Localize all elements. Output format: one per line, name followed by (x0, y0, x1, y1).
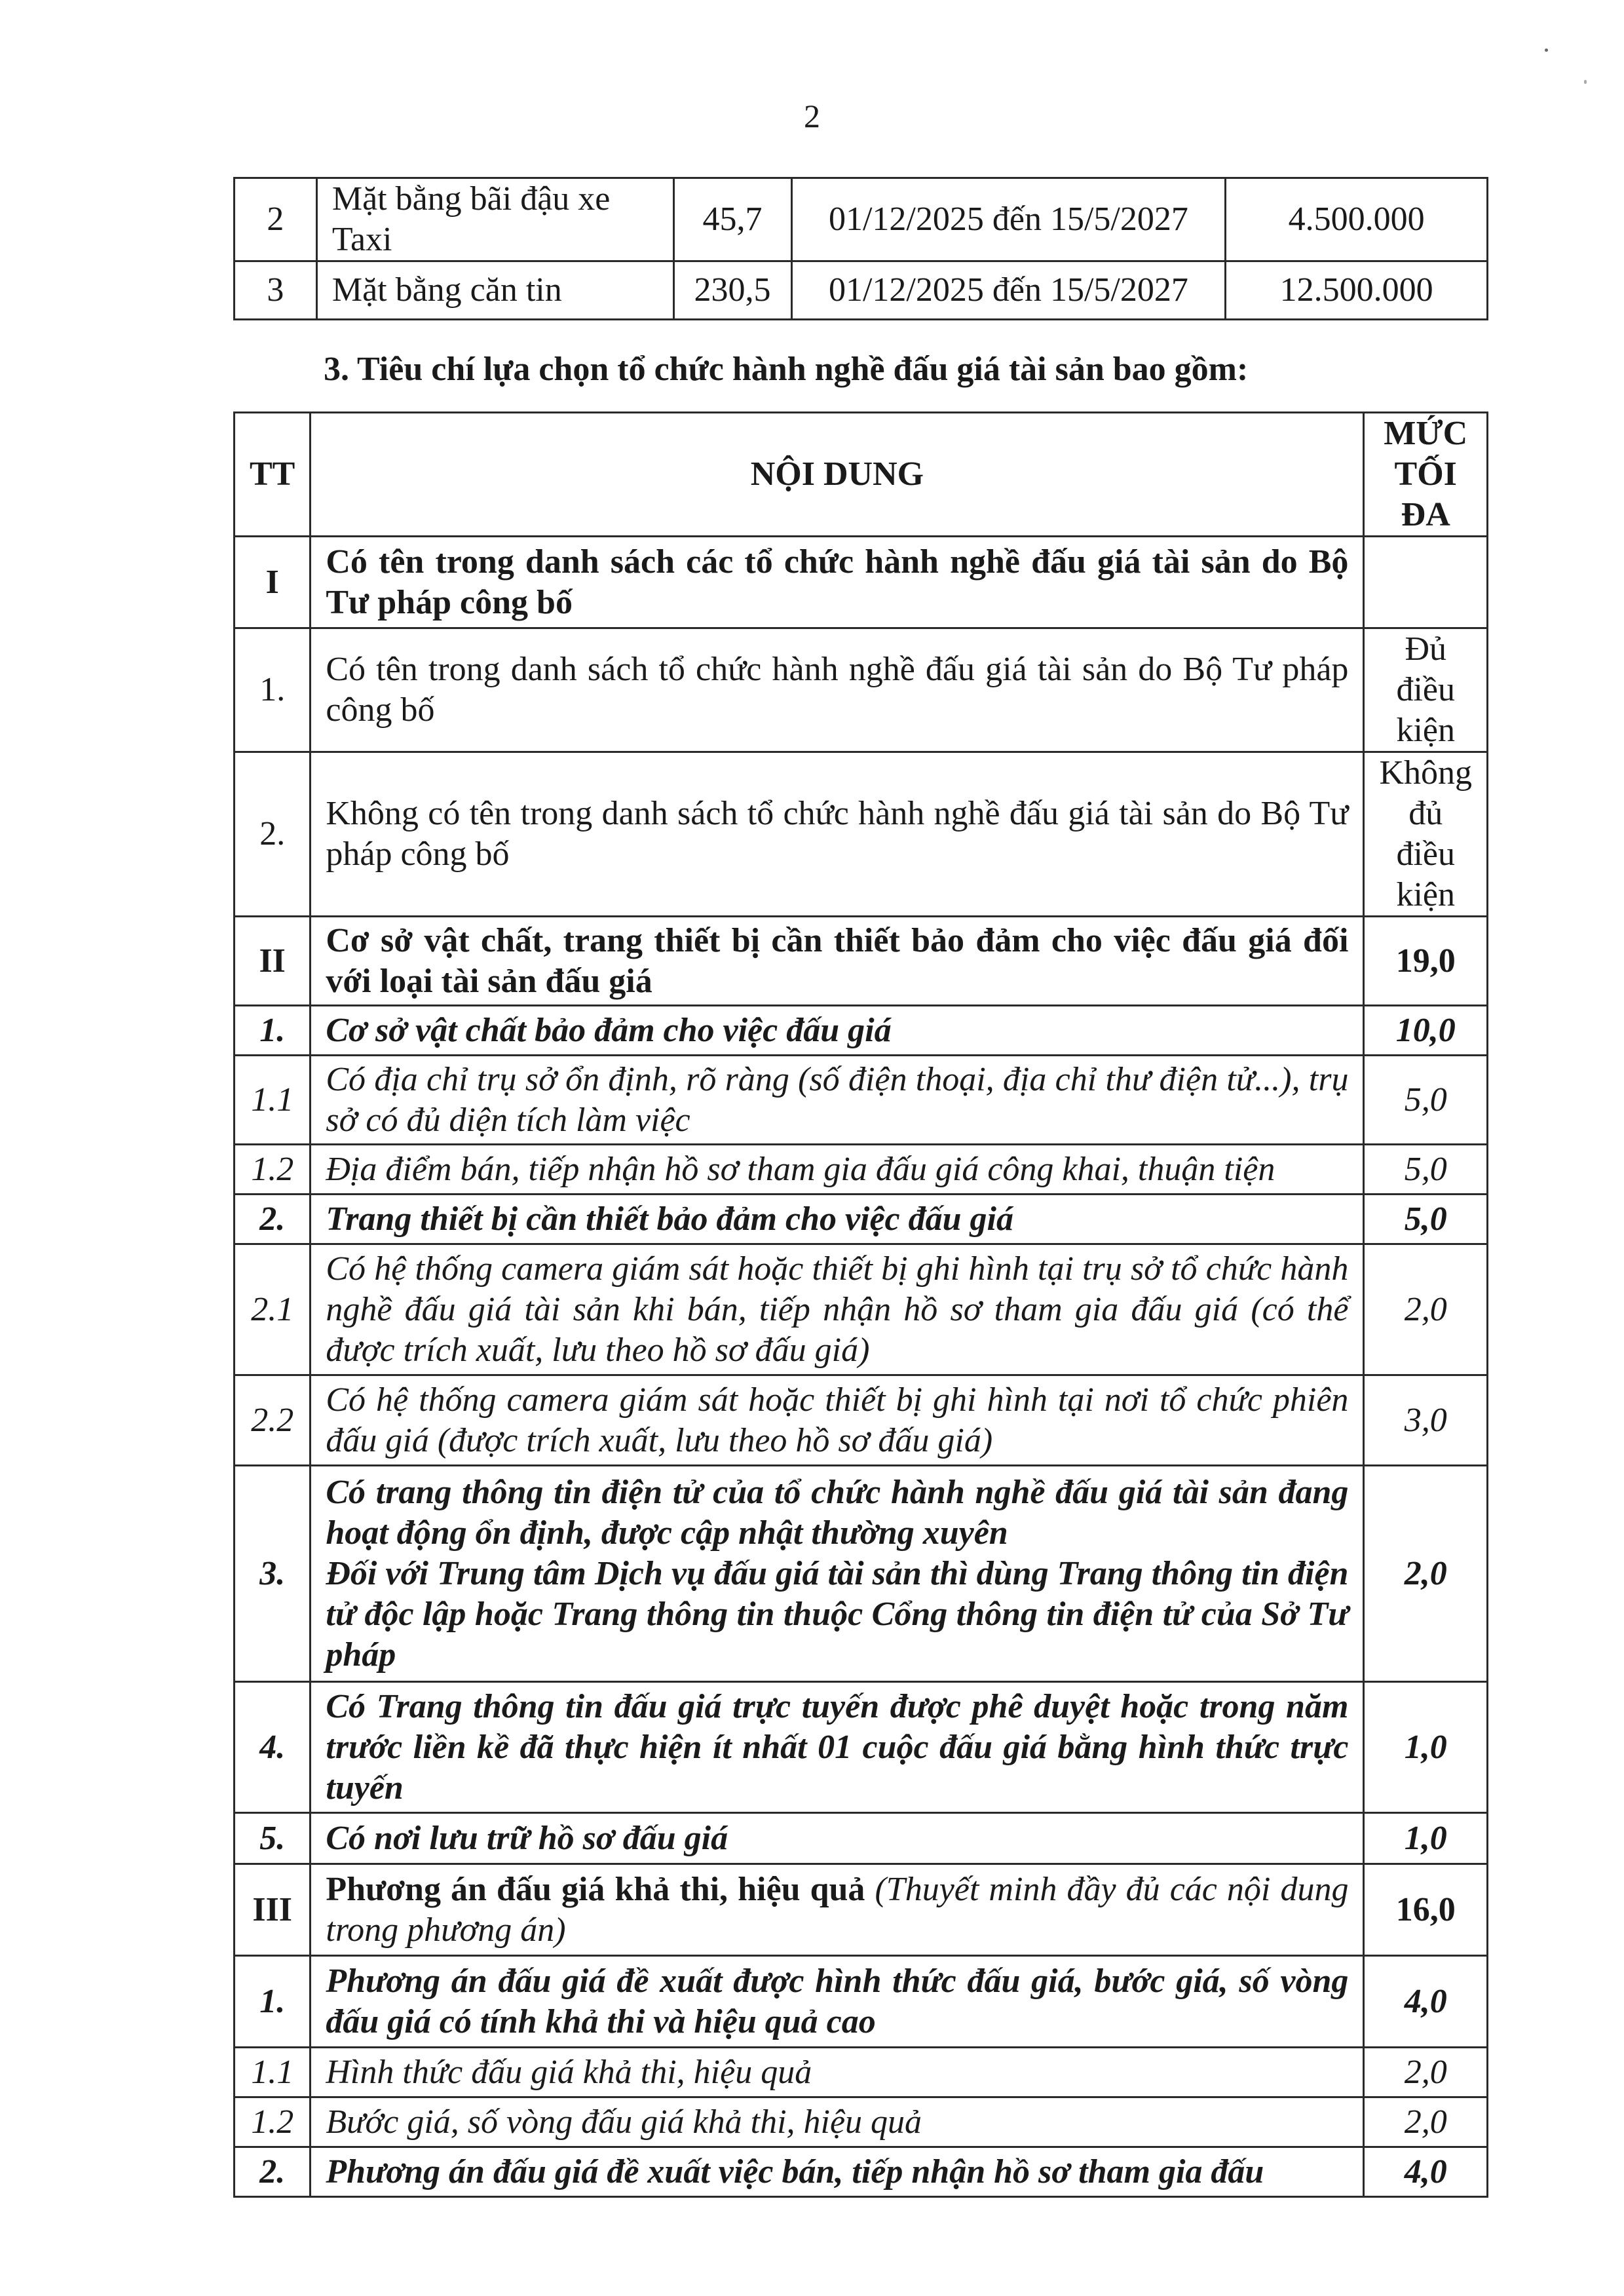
table-row (235, 1006, 1488, 1056)
row-max: 1,0 (1364, 1682, 1488, 1813)
asset-area: 230,5 (673, 261, 791, 320)
row-content: Bước giá, số vòng đấu giá khả thi, hiệu quả (311, 2097, 1364, 2147)
table-row (235, 1375, 1488, 1466)
row-content: Cơ sở vật chất, trang thiết bị cần thiết bảo đảm cho việc đấu giá đối với loại tài sản đấu giá (311, 917, 1364, 1006)
row-max: 19,0 (1364, 917, 1488, 1006)
table-row (235, 1682, 1488, 1813)
section-heading: 3. Tiêu chí lựa chọn tổ chức hành nghề đấu giá tài sản bao gồm: (324, 351, 1249, 388)
row-content: Không có tên trong danh sách tổ chức hành nghề đấu giá tài sản do Bộ Tư pháp công bố (311, 752, 1364, 917)
row-content-bold: Phương án đấu giá khả thi, hiệu quả (326, 1870, 865, 1908)
asset-stt: 2 (235, 178, 317, 261)
row-max: 2,0 (1364, 1244, 1488, 1375)
row-max: 4,0 (1364, 1956, 1488, 2048)
asset-area: 45,7 (673, 178, 791, 261)
header-max-line1: MỨC (1384, 415, 1468, 452)
table-row (235, 752, 1488, 917)
row-tt: 2. (235, 2147, 311, 2197)
row-content: Có Trang thông tin đấu giá trực tuyến được phê duyệt hoặc trong năm trước liền kề đã thực hiện ít nhất 01 cuộc đấu giá bằng hình thức trực tuyến (311, 1682, 1364, 1813)
row-max: 5,0 (1364, 1145, 1488, 1195)
row-max: 10,0 (1364, 1006, 1488, 1056)
row-max: 2,0 (1364, 2048, 1488, 2097)
row-content: Trang thiết bị cần thiết bảo đảm cho việc đấu giá (311, 1195, 1364, 1244)
row-max: 2,0 (1364, 2097, 1488, 2147)
row-content: Có tên trong danh sách tổ chức hành nghề đấu giá tài sản do Bộ Tư pháp công bố (311, 628, 1364, 752)
row-content (311, 1466, 1364, 1682)
row-content (311, 1864, 1364, 1956)
row-tt: I (235, 537, 311, 628)
asset-name: Mặt bằng căn tin (316, 261, 673, 320)
row-tt: 2.1 (235, 1244, 311, 1375)
row-tt: 2. (235, 752, 311, 917)
asset-stt: 3 (235, 261, 317, 320)
row-content: Có tên trong danh sách các tổ chức hành nghề đấu giá tài sản do Bộ Tư pháp công bố (311, 537, 1364, 628)
asset-name: Mặt bằng bãi đậu xe Taxi (316, 178, 673, 261)
asset-price: 12.500.000 (1226, 261, 1488, 320)
row-max: 2,0 (1364, 1466, 1488, 1682)
table-row (235, 1145, 1488, 1195)
scan-speck (1545, 48, 1548, 52)
asset-table (233, 177, 1488, 320)
row-max: 1,0 (1364, 1813, 1488, 1864)
table-row (235, 1864, 1488, 1956)
table-row (235, 2048, 1488, 2097)
row-content: Cơ sở vật chất bảo đảm cho việc đấu giá (311, 1006, 1364, 1056)
asset-period: 01/12/2025 đến 15/5/2027 (791, 261, 1226, 320)
table-row (235, 628, 1488, 752)
row-tt: 4. (235, 1682, 311, 1813)
row-content: Có hệ thống camera giám sát hoặc thiết bị ghi hình tại trụ sở tổ chức hành nghề đấu giá tài sản khi bán, tiếp nhận hồ sơ tham gia đấu giá (có thể được trích xuất, lưu theo hồ sơ đấu giá) (311, 1244, 1364, 1375)
table-row (235, 1466, 1488, 1682)
table-row (235, 1956, 1488, 2048)
row-max: Đủ điều kiện (1364, 628, 1488, 752)
table-row (235, 1195, 1488, 1244)
row-content: Phương án đấu giá đề xuất việc bán, tiếp nhận hồ sơ tham gia đấu (311, 2147, 1364, 2197)
row-content-italic: (Thuyết minh đầy đủ các nội dung trong phương án) (326, 1870, 1349, 1949)
row-tt: III (235, 1864, 311, 1956)
table-row (235, 917, 1488, 1006)
table-row (235, 261, 1488, 320)
asset-period: 01/12/2025 đến 15/5/2027 (791, 178, 1226, 261)
row-tt: 1.2 (235, 1145, 311, 1195)
row-max: 3,0 (1364, 1375, 1488, 1466)
page-number: 2 (804, 98, 820, 134)
row-content: Có hệ thống camera giám sát hoặc thiết bị ghi hình tại nơi tổ chức phiên đấu giá (được trích xuất, lưu theo hồ sơ đấu giá) (311, 1375, 1364, 1466)
header-max-line2: TỐI ĐA (1394, 455, 1457, 533)
header-max (1364, 413, 1488, 537)
row-tt: 1.1 (235, 1056, 311, 1145)
row-content-line2: Đối với Trung tâm Dịch vụ đấu giá tài sản thì dùng Trang thông tin điện tử độc lập hoặc Trang thông tin thuộc Cổng thông tin điện tử của Sở Tư pháp (326, 1554, 1349, 1674)
row-tt: 1. (235, 628, 311, 752)
table-header-row (235, 413, 1488, 537)
row-max: 5,0 (1364, 1195, 1488, 1244)
row-max: 5,0 (1364, 1056, 1488, 1145)
row-content-line1: Có trang thông tin điện tử của tổ chức hành nghề đấu giá tài sản đang hoạt động ổn định, được cập nhật thường xuyên (326, 1473, 1349, 1552)
row-tt: 1.2 (235, 2097, 311, 2147)
row-tt: 2.2 (235, 1375, 311, 1466)
row-content: Có nơi lưu trữ hồ sơ đấu giá (311, 1813, 1364, 1864)
table-row (235, 2097, 1488, 2147)
row-max: 4,0 (1364, 2147, 1488, 2197)
header-tt: TT (235, 413, 311, 537)
row-max: Không đủ điều kiện (1364, 752, 1488, 917)
row-content: Địa điểm bán, tiếp nhận hồ sơ tham gia đấu giá công khai, thuận tiện (311, 1145, 1364, 1195)
row-content: Phương án đấu giá đề xuất được hình thức đấu giá, bước giá, số vòng đấu giá có tính khả thi và hiệu quả cao (311, 1956, 1364, 2048)
row-content: Có địa chỉ trụ sở ổn định, rõ ràng (số điện thoại, địa chỉ thư điện tử...), trụ sở có đủ diện tích làm việc (311, 1056, 1364, 1145)
row-tt: 5. (235, 1813, 311, 1864)
row-tt: II (235, 917, 311, 1006)
row-tt: 1. (235, 1956, 311, 2048)
table-row (235, 2147, 1488, 2197)
row-content: Hình thức đấu giá khả thi, hiệu quả (311, 2048, 1364, 2097)
header-content: NỘI DUNG (311, 413, 1364, 537)
row-tt: 1. (235, 1006, 311, 1056)
table-row (235, 178, 1488, 261)
table-row (235, 1056, 1488, 1145)
scan-speck (1584, 80, 1587, 84)
table-row (235, 1813, 1488, 1864)
table-row (235, 537, 1488, 628)
row-tt: 3. (235, 1466, 311, 1682)
asset-price: 4.500.000 (1226, 178, 1488, 261)
table-row (235, 1244, 1488, 1375)
criteria-table (233, 411, 1488, 2198)
row-tt: 1.1 (235, 2048, 311, 2097)
row-max: 16,0 (1364, 1864, 1488, 1956)
row-max (1364, 537, 1488, 628)
row-tt: 2. (235, 1195, 311, 1244)
